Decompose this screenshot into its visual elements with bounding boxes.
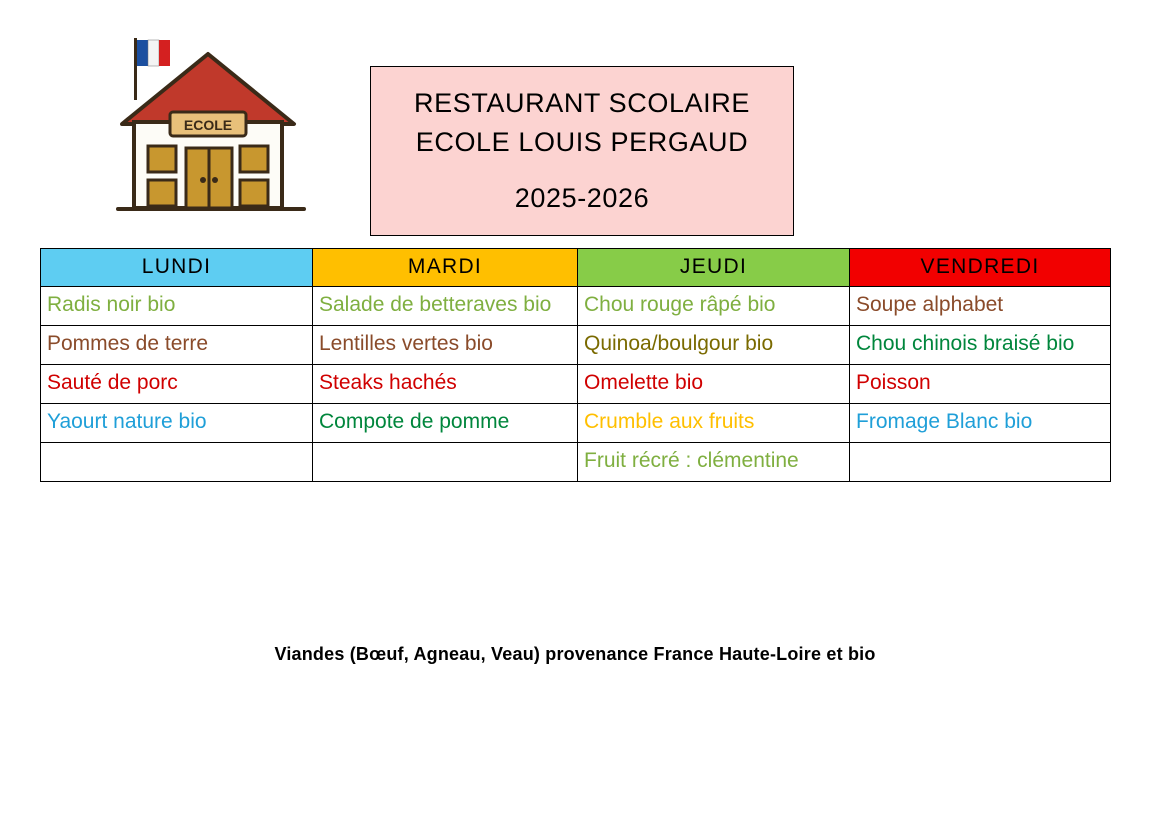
menu-cell: Radis noir bio: [41, 286, 313, 325]
table-row: [41, 364, 1111, 403]
school-year: 2025-2026: [514, 182, 650, 213]
page-title-line-2: ECOLE LOUIS PERGAUD: [415, 127, 749, 158]
menu-cell: [313, 442, 578, 481]
table-row: [41, 325, 1111, 364]
menu-cell: Fromage Blanc bio: [850, 403, 1111, 442]
menu-cell: Chou chinois braisé bio: [850, 325, 1111, 364]
column-header-jeudi: JEUDI: [578, 249, 850, 287]
menu-cell: Poisson: [850, 364, 1111, 403]
table-row: [41, 286, 1111, 325]
menu-cell: Fruit récré : clémentine: [578, 442, 850, 481]
column-header-mardi: MARDI: [313, 249, 578, 287]
table-row: [41, 403, 1111, 442]
column-header-lundi: LUNDI: [41, 249, 313, 287]
menu-cell: Quinoa/boulgour bio: [578, 325, 850, 364]
menu-cell: [850, 442, 1111, 481]
document-header: [0, 0, 1169, 240]
menu-cell: Crumble aux fruits: [578, 403, 850, 442]
page-title-line-1: RESTAURANT SCOLAIRE: [414, 88, 750, 119]
menu-cell: Steaks hachés: [313, 364, 578, 403]
menu-cell: Yaourt nature bio: [41, 403, 313, 442]
school-illustration: [108, 28, 313, 218]
menu-cell: Compote de pomme: [313, 403, 578, 442]
footer-note: Viandes (Bœuf, Agneau, Veau) provenance France Haute-Loire et bio: [274, 644, 876, 664]
menu-cell: Soupe alphabet: [850, 286, 1111, 325]
menu-table: [40, 248, 1111, 482]
menu-cell: [41, 442, 313, 481]
table-header-row: [41, 249, 1111, 287]
menu-cell: Salade de betteraves bio: [313, 286, 578, 325]
column-header-vendredi: VENDREDI: [850, 249, 1111, 287]
menu-cell: Sauté de porc: [41, 364, 313, 403]
menu-cell: Pommes de terre: [41, 325, 313, 364]
table-row: [41, 442, 1111, 481]
menu-cell: Lentilles vertes bio: [313, 325, 578, 364]
title-box: [370, 66, 794, 236]
svg-text:ECOLE: ECOLE: [183, 117, 233, 133]
menu-cell: Omelette bio: [578, 364, 850, 403]
menu-cell: Chou rouge râpé bio: [578, 286, 850, 325]
